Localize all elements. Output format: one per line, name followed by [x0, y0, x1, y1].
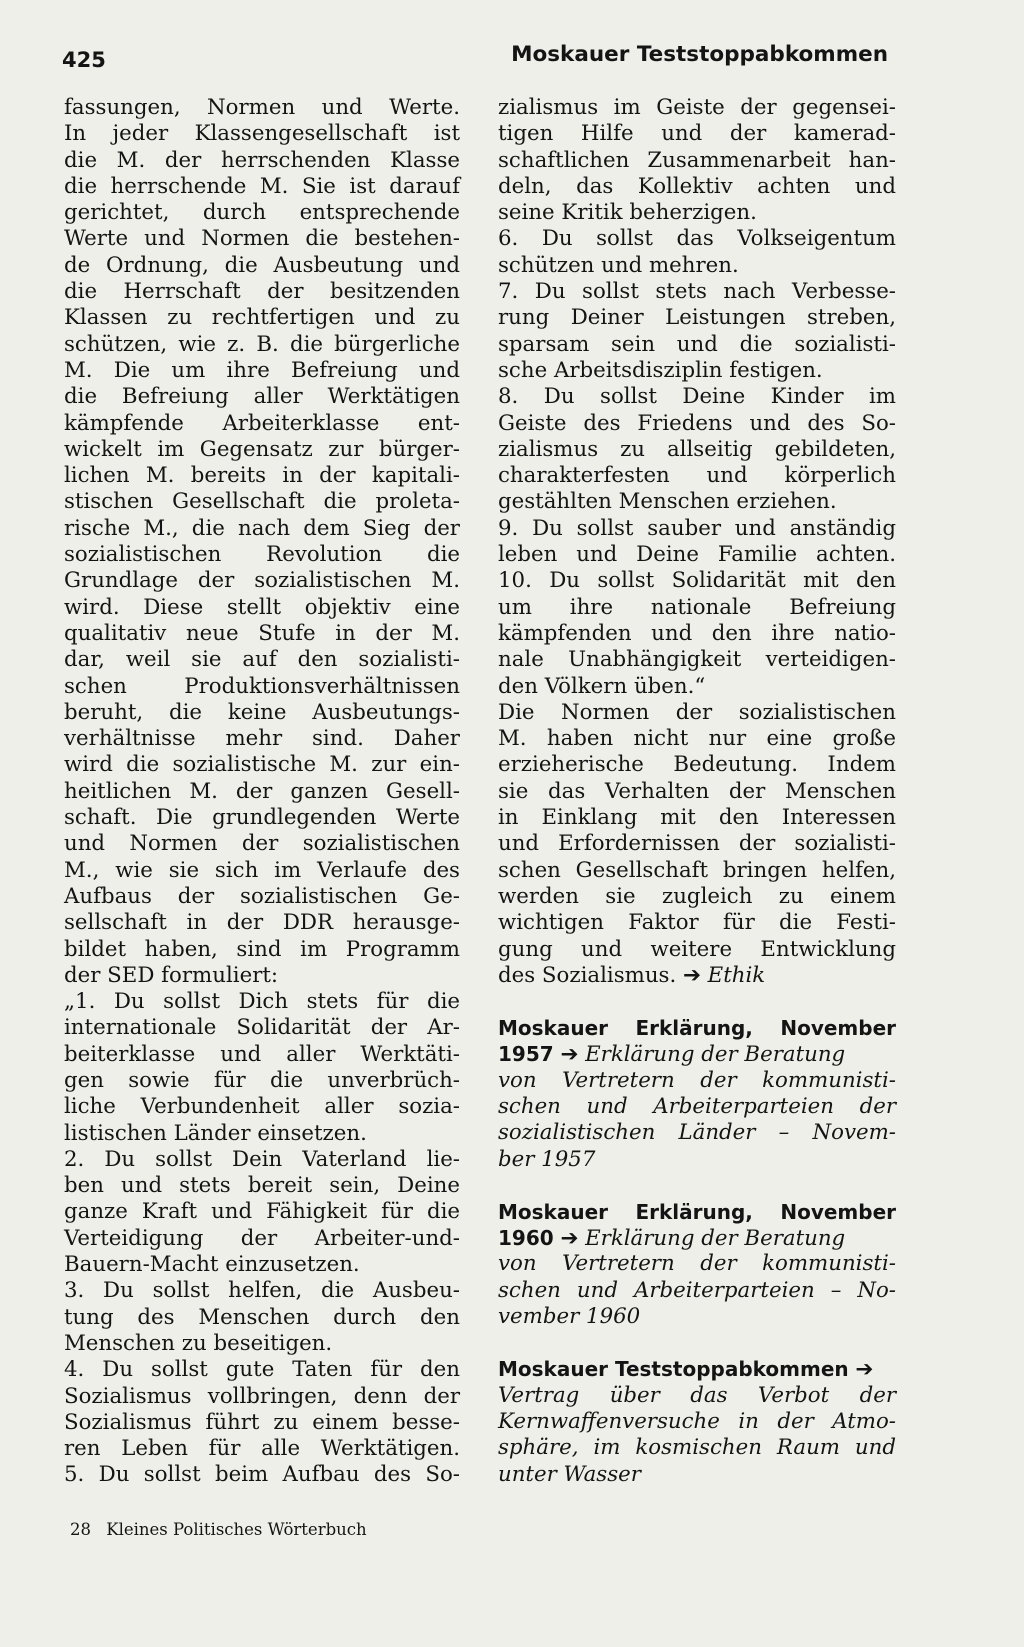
text-line: heitlichen M. der ganzen Gesell-: [64, 778, 460, 804]
text-line: beruht, die keine Ausbeutungs-: [64, 699, 460, 725]
text-line: M., wie sie sich im Verlaufe des: [64, 857, 460, 883]
text-line: leben und Deine Familie achten.: [498, 542, 896, 568]
entry-headword-year: 1960: [498, 1226, 554, 1251]
cross-reference-arrow-icon: ➔: [560, 1226, 579, 1252]
cross-reference-line[interactable]: ber 1957: [498, 1146, 596, 1172]
text-line: um ihre nationale Befreiung: [498, 594, 896, 620]
text-line: Klassen zu rechtfertigen und zu: [64, 305, 460, 331]
text-line: tigen Hilfe und der kamerad-: [498, 121, 896, 147]
cross-reference-link[interactable]: Ethik: [707, 962, 766, 988]
text-line: 7. Du sollst stets nach Verbesse-: [498, 279, 896, 305]
text-fragment: des Sozialismus.: [498, 962, 677, 988]
text-line: wichtigen Faktor für die Festi-: [498, 910, 896, 936]
text-line: werden sie zugleich zu einem: [498, 883, 896, 909]
text-line: sozialistischen Revolution die: [64, 542, 460, 568]
page-number: 425: [62, 48, 106, 72]
text-line: de Ordnung, die Ausbeutung und: [64, 252, 460, 278]
running-title: Moskauer Teststoppabkommen: [511, 42, 888, 67]
text-line: charakterfesten und körperlich: [498, 463, 896, 489]
text-line: gerichtet, durch entsprechende: [64, 200, 460, 226]
text-line: 5. Du sollst beim Aufbau des So-: [64, 1462, 460, 1488]
text-line: stischen Gesellschaft die proleta-: [64, 489, 460, 515]
text-line: die Herrschaft der besitzenden: [64, 279, 460, 305]
text-line: 4. Du sollst gute Taten für den: [64, 1357, 460, 1383]
sheet-signature: 28: [70, 1520, 91, 1539]
text-line: und Normen der sozialistischen: [64, 831, 460, 857]
text-line: wird. Diese stellt objektiv eine: [64, 594, 460, 620]
book-title: Kleines Politisches Wörterbuch: [106, 1520, 367, 1539]
cross-reference-line[interactable]: Vertrag über das Verbot der: [498, 1382, 896, 1408]
text-line: listischen Länder einsetzen.: [64, 1120, 367, 1146]
text-line: M. haben nicht nur eine große: [498, 726, 896, 752]
cross-reference-line[interactable]: vember 1960: [498, 1304, 641, 1330]
text-line: 8. Du sollst Deine Kinder im: [498, 384, 896, 410]
text-line: verhältnisse mehr sind. Daher: [64, 726, 460, 752]
cross-reference-link[interactable]: Erklärung der Beratung: [585, 1226, 846, 1252]
text-line: 9. Du sollst sauber und anständig: [498, 515, 896, 541]
cross-reference-arrow-icon: ➔: [855, 1357, 874, 1383]
text-line: Werte und Normen die bestehen-: [64, 226, 460, 252]
text-line: schaft. Die grundlegenden Werte: [64, 805, 460, 831]
text-line: Sozialismus führt zu einem besse-: [64, 1409, 460, 1435]
text-line: ganze Kraft und Fähigkeit für die: [64, 1199, 460, 1225]
left-column: [64, 95, 460, 1489]
text-line: der SED formuliert:: [64, 962, 279, 988]
cross-reference-line[interactable]: von Vertretern der kommunisti-: [498, 1067, 896, 1093]
text-line: wickelt im Gegensatz zur bürger-: [64, 436, 460, 462]
text-line: „1. Du sollst Dich stets für die: [64, 989, 460, 1015]
text-line: Verteidigung der Arbeiter-und-: [64, 1225, 460, 1251]
text-line: fassungen, Normen und Werte.: [64, 95, 460, 120]
text-line: [498, 1225, 896, 1251]
text-line: [498, 963, 896, 989]
text-line: sche Arbeitsdisziplin festigen.: [498, 357, 823, 383]
text-line: 3. Du sollst helfen, die Ausbeu-: [64, 1278, 460, 1304]
text-line: gestählten Menschen erziehen.: [498, 489, 837, 515]
text-line: Bauern-Macht einzusetzen.: [64, 1252, 360, 1278]
cross-reference-line[interactable]: schen und Arbeiterparteien – No-: [498, 1277, 896, 1303]
text-line: [498, 1356, 896, 1382]
text-line: 2. Du sollst Dein Vaterland lie-: [64, 1146, 460, 1172]
text-line: liche Verbundenheit aller sozia-: [64, 1094, 460, 1120]
text-line: die Befreiung aller Werktätigen: [64, 384, 460, 410]
entry-headword-year: 1957: [498, 1042, 554, 1067]
text-line: sparsam sein und die sozialisti-: [498, 331, 896, 357]
text-line: tung des Menschen durch den: [64, 1304, 460, 1330]
cross-reference-line[interactable]: sozialistischen Länder – Novem-: [498, 1120, 896, 1146]
text-line: schaftlichen Zusammenarbeit han-: [498, 147, 896, 173]
text-line: schen Produktionsverhältnissen: [64, 673, 460, 699]
text-line: schen Gesellschaft bringen helfen,: [498, 857, 896, 883]
text-line: sellschaft in der DDR herausge-: [64, 910, 460, 936]
text-line: qualitativ neue Stufe in der M.: [64, 620, 460, 646]
cross-reference-line[interactable]: schen und Arbeiterparteien der: [498, 1093, 896, 1119]
text-line: die herrschende M. Sie ist darauf: [64, 173, 460, 199]
text-line: M. Die um ihre Befreiung und: [64, 357, 460, 383]
text-line: [498, 1041, 896, 1067]
text-line: dar, weil sie auf den sozialisti-: [64, 647, 460, 673]
text-line: seine Kritik beherzigen.: [498, 200, 757, 226]
cross-reference-line[interactable]: Kernwaffenversuche in der Atmo-: [498, 1408, 896, 1434]
text-line: bildet haben, sind im Programm: [64, 936, 460, 962]
entry-headword: Moskauer Erklärung, November: [498, 1016, 896, 1041]
text-line: Menschen zu beseitigen.: [64, 1330, 333, 1356]
text-line: in Einklang mit den Interessen: [498, 805, 896, 831]
text-line: erzieherische Bedeutung. Indem: [498, 752, 896, 778]
text-line: rung Deiner Leistungen streben,: [498, 305, 896, 331]
cross-reference-arrow-icon: ➔: [560, 1042, 579, 1068]
text-line: Sozialismus vollbringen, denn der: [64, 1383, 460, 1409]
page-footer: [70, 1520, 367, 1539]
text-line: In jeder Klassengesellschaft ist: [64, 121, 460, 147]
text-line: sie das Verhalten der Menschen: [498, 778, 896, 804]
cross-reference-arrow-icon: ➔: [683, 962, 701, 988]
entry-headword: Moskauer Erklärung, November: [498, 1199, 896, 1224]
right-column: [498, 95, 896, 1488]
entry-headword: Moskauer Teststoppabkommen: [498, 1357, 849, 1382]
text-line: Aufbaus der sozialistischen Ge-: [64, 883, 460, 909]
text-line: beiterklasse und aller Werktäti-: [64, 1041, 460, 1067]
text-line: schützen, wie z. B. die bürgerliche: [64, 331, 460, 357]
text-line: Grundlage der sozialistischen M.: [64, 568, 460, 594]
text-line: den Völkern üben.“: [498, 673, 706, 699]
text-line: zialismus zu allseitig gebildeten,: [498, 436, 896, 462]
text-line: ren Leben für alle Werktätigen.: [64, 1436, 460, 1462]
text-line: nale Unabhängigkeit verteidigen-: [498, 647, 896, 673]
text-line: ben und stets bereit sein, Deine: [64, 1173, 460, 1199]
text-line: kämpfende Arbeiterklasse ent-: [64, 410, 460, 436]
text-line: internationale Solidarität der Ar-: [64, 1015, 460, 1041]
text-line: rische M., die nach dem Sieg der: [64, 515, 460, 541]
text-line: 6. Du sollst das Volkseigentum: [498, 226, 896, 252]
cross-reference-line[interactable]: sphäre, im kosmischen Raum und: [498, 1435, 896, 1461]
text-line: schützen und mehren.: [498, 252, 739, 278]
text-line: zialismus im Geiste der gegensei-: [498, 95, 896, 120]
cross-reference-line[interactable]: unter Wasser: [498, 1461, 641, 1487]
text-line: gung und weitere Entwicklung: [498, 936, 896, 962]
text-line: 10. Du sollst Solidarität mit den: [498, 568, 896, 594]
cross-reference-line[interactable]: von Vertretern der kommunisti-: [498, 1251, 896, 1277]
text-line: gen sowie für die unverbrüch-: [64, 1067, 460, 1093]
text-line: Geiste des Friedens und des So-: [498, 410, 896, 436]
text-line: lichen M. bereits in der kapitali-: [64, 463, 460, 489]
text-line: und Erfordernissen der sozialisti-: [498, 831, 896, 857]
text-line: deln, das Kollektiv achten und: [498, 173, 896, 199]
text-line: kämpfenden und den ihre natio-: [498, 620, 896, 646]
text-line: wird die sozialistische M. zur ein-: [64, 752, 460, 778]
cross-reference-link[interactable]: Erklärung der Beratung: [585, 1042, 846, 1068]
text-line: die M. der herrschenden Klasse: [64, 147, 460, 173]
text-line: Die Normen der sozialistischen: [498, 699, 896, 725]
